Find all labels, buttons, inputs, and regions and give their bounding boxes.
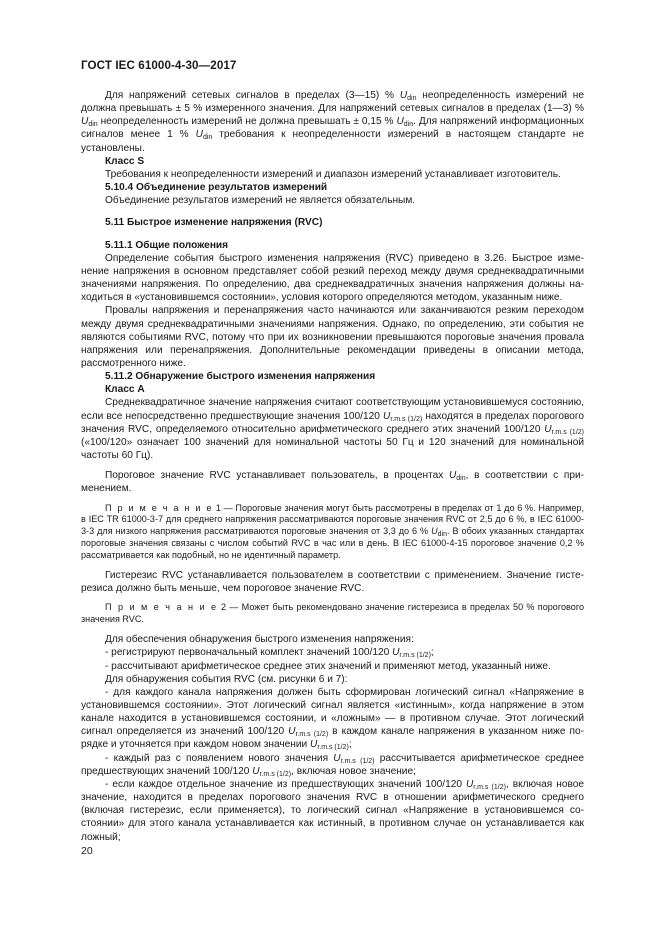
document-body	[81, 89, 584, 844]
page-header-title: ГОСТ IEC 61000-4-30—2017	[81, 59, 237, 72]
paragraph-signal-uncertainty: Для напряжений сетевых сигналов в пределах (3—15) % $U_{din}$ неопределенность измерений не должна превышать ± 5 % измеренного значения. Для напряжений сетевых сигналов в пределах (1—3) % $U_{din}$ неопределенность измерений не должна превышать ± 0,15 % $U_{din}$. Для напряжений информационных сигналов менее 1 % $U_{din}$ требования к неопределенности измерений в настоящем стандарте не установлены.	[81, 90, 584, 154]
list-item-calculate: - рассчитывают арифметическое среднее этих значений и применяют метод, указанный ниже.	[105, 660, 551, 672]
list-item-register: - регистрируют первоначальный комплект значений 100/120 $U_{r.m.s (1/2)}$;	[105, 647, 434, 660]
paragraph-detect-event: Для обнаружения события RVC (см. рисунки 6 и 7):	[105, 673, 348, 685]
class-s-text: Требования к неопределенности измерений и диапазон измерений устанавливает изготовитель.	[105, 168, 561, 180]
class-s-heading: Класс S	[105, 155, 145, 167]
class-a-heading: Класс А	[105, 384, 145, 396]
paragraph-threshold: Пороговое значение RVC устанавливает пользователь, в процентах $U_{din}$, в соответствии с применением.	[81, 470, 584, 495]
paragraph-steady-state: Среднеквадратичное значение напряжения считают соответствующим установившемуся состоянию, если все непосредственно предшествующие значения 100/120 $U_{r.m.s (1/2)}$ находятся в пределах порогового значения RVC, определяемого относительно арифметического среднего этих значений 100/120 $U_{r.m.s (1/2)}$ («100/120» означает 100 значений для номинальной частоты 50 Гц и 120 значений для номинальной частоты 60 Гц).	[81, 397, 584, 462]
heading-5-11-2: 5.11.2 Обнаружение быстрого изменения напряжения	[105, 371, 376, 383]
list-item-each-new-value: - каждый раз с появлением нового значения $U_{r.m.s (1/2)}$ рассчитывается арифметическое среднее предшествующих значений 100/120 $U_{r.m.s (1/2)}$, включая новое значение;	[81, 752, 584, 778]
paragraph-5-10-4: Объединение результатов измерений не является обязательным.	[105, 195, 416, 207]
note-2: П р и м е ч а н и е 2 — Может быть рекомендовано значение гистерезиса в пределах 50 % порогового значения RVC.	[81, 602, 585, 625]
paragraph-ensure-detection: Для обеспечения обнаружения быстрого изменения напряжения:	[105, 634, 414, 646]
list-item-if-each-value: - если каждое отдельное значение из предшествующих значений 100/120 $U_{r.m.s (1/2)}$, включая новое значение, находится в пределах порогового значения RVC в отношении арифметического среднего (включая гистерезис, если применяется), то логический сигнал «Напряжение в установившемся состоянии» для этого канала устанавливается как истинный, в противном случае он устанавливается как ложный;	[81, 778, 584, 843]
paragraph-hysteresis: Гистерезис RVC устанавливается пользователем в соответствии с применением. Значение гистерезиса должно быть меньше, чем пороговое значение RVC.	[81, 570, 584, 595]
list-item-logic-signal: - для каждого канала напряжения должен быть сформирован логический сигнал «Напряжение в установившемся состоянии». Этот логический сигнал является «истинным», когда напряжение в этом канале находится в установившемся состоянии, и «ложным» — в противном случае. Этот логический сигнал определяется из значений 100/120 $U_{r.m.s (1/2)}$ в каждом канале напряжения в указанном ниже порядке и уточняется при каждом новом значении $U_{r.m.s (1/2)}$;	[81, 686, 584, 752]
heading-5-11-1: 5.11.1 Общие положения	[105, 239, 229, 251]
heading-5-11: 5.11 Быстрое изменение напряжения (RVC)	[105, 217, 323, 229]
paragraph-dips-swells: Провалы напряжения и перенапряжения часто начинаются или заканчиваются резким переходом между двумя среднеквадратичными значениями напряжения. Однако, по определению, эти события не являются событиями RVC, потому что при их возникновении превышаются пороговые значения провала напряжения или перенапряжения. Дополнительные рекомендации приведены в описании метода, рассмотренного ниже.	[81, 305, 584, 369]
paragraph-rvc-definition: Определение события быстрого изменения напряжения (RVC) приведено в 3.26. Быстрое изменение напряжения в основном представляет собой резкий переход между двумя среднеквадратичными значениями напряжения. По определению, два среднеквадратичных значения напряжения должны находиться в «установившемся состоянии», условия которого определяются методом, указанным ниже.	[81, 252, 584, 304]
page-number: 20	[81, 845, 93, 857]
note-1: П р и м е ч а н и е 1 — Пороговые значения могут быть рассмотрены в пределах от 1 до 6 %. Например, в IEC TR 61000-3-7 для среднего напряжения рассматриваются пороговые значения RVC от 2,5 до 6 %, в IEC 61000-3-3 для низкого напряжения рассматриваются пороговые значения от 3,3 до 6 % $U_{din}$. В обоих указанных стандартах пороговые значения связаны с числом событий RVC в час или в день. В IEC 61000-4-15 пороговое значение 0,2 % рассматривается как подобный, но не идентичный параметр.	[81, 502, 584, 561]
heading-5-10-4: 5.10.4 Объединение результатов измерений	[105, 182, 328, 194]
